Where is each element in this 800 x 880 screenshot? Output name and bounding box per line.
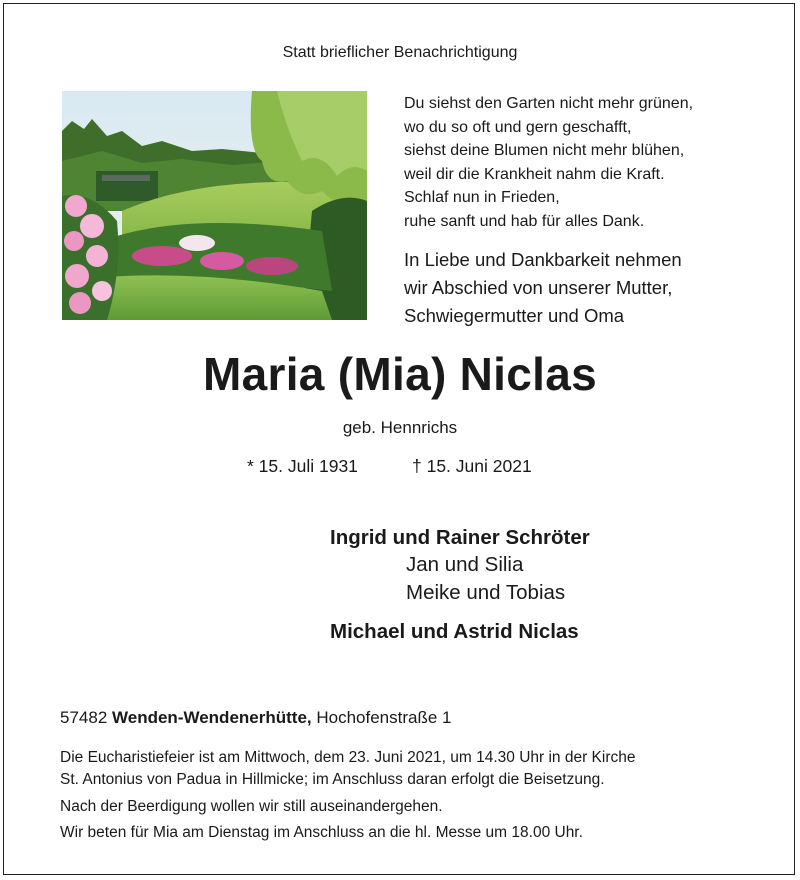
poem-line: Du siehst den Garten nicht mehr grünen, [404,95,694,112]
poem-line: weil dir die Krankheit nahm die Kraft. [404,165,665,183]
deceased-name: Maria (Mia) Niclas [203,348,597,400]
notice-header: Statt brieflicher Benachrichtigung [282,44,518,61]
family-children-line: Jan und Silia [406,553,524,576]
death-date: † 15. Juni 2021 [412,456,532,476]
family-children-line: Meike und Tobias [406,581,566,604]
intro-line: Schwiegermutter und Oma [404,305,625,326]
garden-photo [62,91,367,320]
birth-date: * 15. Juli 1931 [247,456,358,476]
poem-line: siehst deine Blumen nicht mehr blühen, [404,142,685,160]
intro-line: In Liebe und Dankbarkeit nehmen [404,249,682,270]
town: Wenden-Wendenerhütte, [112,708,312,727]
after-funeral-note: Nach der Beerdigung wollen wir still auseinandergehen. [60,798,443,815]
prayer-note: Wir beten für Mia am Dienstag im Anschluss an die hl. Messe um 18.00 Uhr. [60,824,583,841]
service-details [60,747,635,791]
farewell-intro [404,246,682,330]
intro-line: wir Abschied von unserer Mutter, [404,277,673,298]
poem [404,92,693,234]
address [60,708,452,728]
postal-code: 57482 [60,708,108,727]
street: Hochofenstraße 1 [316,708,452,727]
poem-line: wo du so oft und gern geschafft, [404,118,632,136]
family-group-2: Michael und Astrid Niclas [330,620,579,643]
birth-name: geb. Hennrichs [342,418,458,437]
detail-line: St. Antonius von Padua in Hillmicke; im Anschluss daran erfolgt die Beisetzung. [60,771,605,788]
obituary-notice [3,3,795,875]
poem-line: ruhe sanft und hab für alles Dank. [404,212,645,230]
family-group-1: Ingrid und Rainer Schröter [330,526,590,549]
poem-line: Schlaf nun in Frieden, [404,189,560,207]
detail-line: Die Eucharistiefeier ist am Mittwoch, dem 23. Juni 2021, um 14.30 Uhr in der Kirche [60,749,636,766]
